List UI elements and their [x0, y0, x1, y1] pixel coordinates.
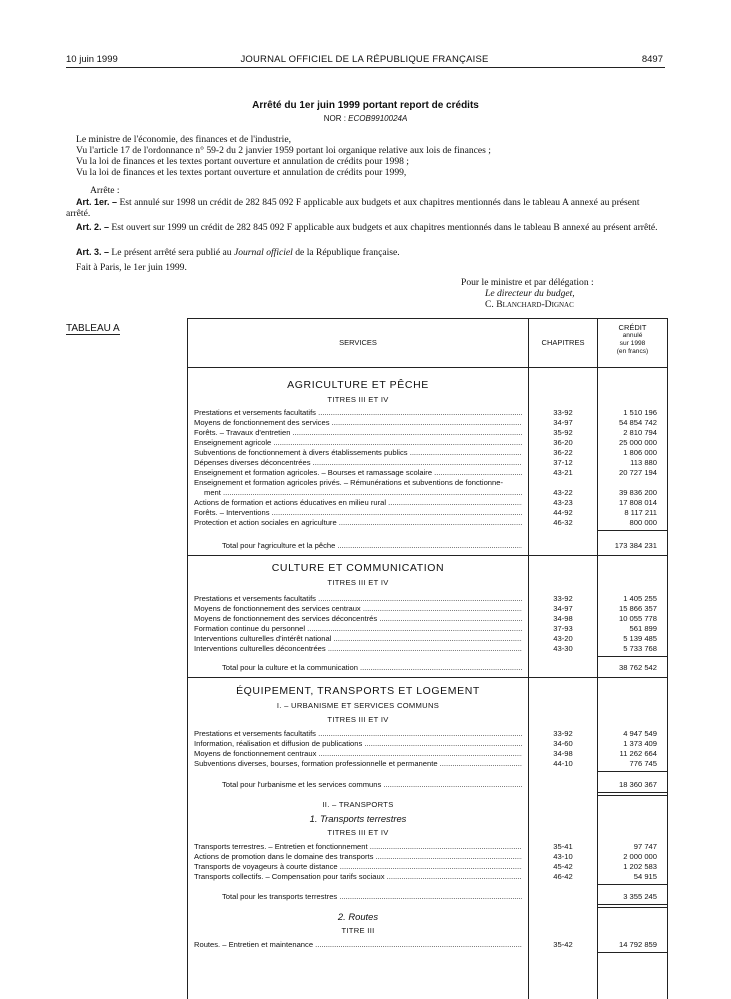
table-row [188, 634, 667, 644]
row-label-continued: ment ..... [204, 488, 522, 498]
row-amount: 5 139 485 [623, 634, 657, 643]
table-row [188, 624, 667, 634]
row-label: Moyens de fonctionnement centraux ..... [194, 749, 522, 759]
subtotal-double-rule [598, 792, 667, 796]
table-row [188, 842, 667, 852]
row-amount: 17 808 014 [618, 498, 657, 507]
row-chapter: 43-22 [553, 488, 573, 497]
row-amount: 4 947 549 [623, 729, 657, 738]
header-journal-title: JOURNAL OFFICIEL DE LA RÉPUBLIQUE FRANÇAISE [240, 54, 489, 65]
section-title: ÉQUIPEMENT, TRANSPORTS ET LOGEMENT [236, 685, 480, 697]
table-a [187, 318, 668, 999]
table-row [188, 498, 667, 508]
row-label: Protection et action sociales en agriculture ..... [194, 518, 522, 528]
total-label: Total pour les transports terrestres ..... [222, 892, 522, 902]
row-chapter: 33-92 [553, 729, 573, 738]
section-titres: TITRES III ET IV [327, 578, 389, 587]
section-titres: TITRES III ET IV [327, 715, 389, 724]
table-row [188, 862, 667, 872]
section-subtitle-italic: 2. Routes [337, 911, 379, 922]
preamble-line: Vu la loi de finances et les textes portant ouverture et annulation de crédits pour 1998 ; [76, 156, 409, 167]
article-3-text-b: de la République française. [295, 247, 400, 258]
row-amount: 39 836 200 [618, 488, 657, 497]
article-3-journal-name: Journal officiel [233, 247, 293, 258]
row-amount: 1 405 255 [623, 594, 657, 603]
row-chapter: 37-12 [553, 458, 573, 467]
row-amount: 8 117 211 [624, 508, 657, 517]
table-row [188, 604, 667, 614]
article-3 [66, 247, 666, 258]
subtotal-rule [597, 771, 667, 772]
article-1-label: Art. 1er. – [76, 197, 118, 207]
row-chapter: 44-92 [553, 508, 573, 517]
row-chapter: 44-10 [553, 759, 573, 768]
row-amount: 10 055 778 [618, 614, 657, 623]
row-label: Moyens de fonctionnement des services centraux ..... [194, 604, 522, 614]
row-chapter: 46-32 [553, 518, 573, 527]
row-label: Forêts. – Interventions ..... [194, 508, 522, 518]
row-label: Moyens de fonctionnement des services ..... [194, 418, 522, 428]
article-2 [66, 222, 666, 233]
article-1-text: Est annulé sur 1998 un crédit de 282 845 092 F applicable aux budgets et aux chapitres mentionnés dans le tableau A annexé au présent arrêté. [66, 197, 640, 219]
row-label: Enseignement et formation agricoles privés. – Rémunérations et subventions de fonctionne- [194, 478, 503, 487]
table-row [188, 749, 667, 759]
table-row [188, 488, 667, 498]
preamble [66, 134, 666, 178]
nor-code: ECOB9910024A [348, 114, 408, 123]
row-amount: 1 806 000 [623, 448, 657, 457]
table-row [188, 594, 667, 604]
row-chapter: 43-23 [553, 498, 573, 507]
section-rule [188, 555, 667, 556]
header-page-number: 8497 [641, 54, 663, 65]
row-chapter: 43-10 [553, 852, 573, 861]
signature-line-2: Le directeur du budget, [485, 288, 575, 299]
section-subtitle: I. – URBANISME ET SERVICES COMMUNS [276, 701, 440, 710]
section-rule [188, 677, 667, 678]
article-2-label: Art. 2. – [76, 222, 110, 232]
page-header [66, 54, 663, 68]
row-chapter: 43-20 [553, 634, 573, 643]
col-credit-line: CRÉDIT [618, 323, 647, 332]
signature-date: Fait à Paris, le 1er juin 1999. [76, 262, 187, 273]
section-subtitle: II. – TRANSPORTS [322, 800, 394, 809]
row-amount: 561 899 [629, 624, 657, 633]
row-chapter: 35-92 [553, 428, 573, 437]
article-1 [66, 197, 666, 219]
row-chapter: 33-92 [553, 594, 573, 603]
col-credit-line: (en francs) [616, 348, 649, 355]
row-chapter: 34-98 [553, 614, 573, 623]
row-chapter: 36-20 [553, 438, 573, 447]
row-amount: 776 745 [629, 759, 657, 768]
row-label: Forêts. – Travaux d'entretien ..... [194, 428, 522, 438]
preamble-line: Vu l'article 17 de l'ordonnance n° 59-2 du 2 janvier 1959 portant loi organique relative aux lois de finances ; [76, 145, 491, 156]
row-amount: 97 747 [633, 842, 657, 851]
row-amount: 54 854 742 [618, 418, 657, 427]
row-amount: 5 733 768 [623, 644, 657, 653]
row-amount: 15 866 357 [618, 604, 657, 613]
row-chapter: 35-42 [553, 940, 573, 949]
total-amount: 18 360 367 [618, 780, 657, 789]
table-row [188, 508, 667, 518]
total-amount: 38 762 542 [618, 663, 657, 672]
row-label: Transports collectifs. – Compensation pour tarifs sociaux ..... [194, 872, 522, 882]
table-row [188, 872, 667, 882]
row-chapter: 33-92 [553, 408, 573, 417]
total-label: Total pour l'urbanisme et les services communs ..... [222, 780, 522, 790]
total-row [188, 663, 667, 673]
header-rule [66, 67, 665, 68]
arrete-line: Arrête : [90, 185, 120, 196]
row-label: Transports terrestres. – Entretien et fonctionnement ..... [194, 842, 522, 852]
row-label: Prestations et versements facultatifs ..... [194, 594, 522, 604]
preamble-line: Le ministre de l'économie, des finances et de l'industrie, [76, 134, 291, 145]
row-amount: 2 810 794 [623, 428, 657, 437]
col-credit-header [598, 324, 667, 356]
subtotal-rule [597, 884, 667, 885]
row-label: Interventions culturelles déconcentrées ..... [194, 644, 522, 654]
row-chapter: 34-97 [553, 418, 573, 427]
article-3-label: Art. 3. – [76, 247, 110, 257]
row-amount: 11 262 664 [619, 749, 657, 758]
decree-title: Arrêté du 1er juin 1999 portant report de crédits [252, 100, 479, 111]
table-row [188, 614, 667, 624]
total-row [188, 892, 667, 902]
table-row [188, 518, 667, 528]
header-date: 10 juin 1999 [66, 54, 118, 65]
row-amount: 14 792 859 [618, 940, 657, 949]
section-titres: TITRES III ET IV [327, 828, 389, 837]
total-amount: 3 355 245 [623, 892, 657, 901]
row-chapter: 43-30 [553, 644, 573, 653]
total-label: Total pour l'agriculture et la pêche ..... [222, 541, 522, 551]
nor-reference [0, 114, 731, 123]
row-amount: 800 000 [629, 518, 657, 527]
row-chapter: 35-41 [553, 842, 573, 851]
table-row [188, 438, 667, 448]
table-row [188, 644, 667, 654]
row-label: Moyens de fonctionnement des services déconcentrés ..... [194, 614, 522, 624]
total-row [188, 541, 667, 551]
col-credit-line: sur 1998 [619, 340, 646, 347]
signature-line-1: Pour le ministre et par délégation : [461, 277, 594, 288]
row-amount: 1 373 409 [623, 739, 657, 748]
preamble-line: Vu la loi de finances et les textes portant ouverture et annulation de crédits pour 1999, [76, 167, 407, 178]
section-titres: TITRES III ET IV [327, 395, 389, 404]
subtotal-rule [597, 656, 667, 657]
table-row [188, 940, 667, 950]
row-chapter: 34-60 [553, 739, 573, 748]
signature-name: C. Blanchard-Dignac [485, 299, 574, 310]
row-label: Enseignement agricole ..... [194, 438, 522, 448]
row-amount: 54 915 [633, 872, 657, 881]
row-amount: 20 727 194 [618, 468, 657, 477]
section-titres: TITRE III [341, 926, 375, 935]
row-label: Prestations et versements facultatifs ..... [194, 408, 522, 418]
row-label: Actions de promotion dans le domaine des transports ..... [194, 852, 522, 862]
subtotal-rule [597, 530, 667, 531]
subtotal-double-rule [598, 904, 667, 908]
row-chapter: 36-22 [553, 448, 573, 457]
article-3-text-a: Le présent arrêté sera publié au [111, 247, 232, 258]
table-label [66, 323, 120, 334]
row-label: Information, réalisation et diffusion de publications ..... [194, 739, 522, 749]
col-credit-line: annulé [622, 332, 643, 339]
row-amount: 1 202 583 [623, 862, 657, 871]
row-label: Subventions de fonctionnement à divers établissements publics ..... [194, 448, 522, 458]
row-label: Interventions culturelles d'intérêt national ..... [194, 634, 522, 644]
table-row [188, 408, 667, 418]
article-2-text: Est ouvert sur 1999 un crédit de 282 845 092 F applicable aux budgets et aux chapitres mentionnés dans le tableau B annexé au présent arrêté. [111, 222, 658, 233]
table-row [188, 428, 667, 438]
table-header [188, 319, 667, 368]
total-label: Total pour la culture et la communication ..... [222, 663, 522, 673]
total-row [188, 780, 667, 790]
row-label: Prestations et versements facultatifs ..... [194, 729, 522, 739]
total-amount: 173 384 231 [614, 541, 657, 550]
subtotal-rule [597, 952, 667, 953]
signature-block [461, 277, 661, 310]
row-chapter: 45-42 [553, 862, 573, 871]
table-row [188, 739, 667, 749]
row-chapter: 34-98 [553, 749, 573, 758]
section-title: AGRICULTURE ET PÊCHE [287, 379, 429, 391]
row-label: Actions de formation et actions éducatives en milieu rural ..... [194, 498, 522, 508]
row-label: Enseignement et formation agricoles. – Bourses et ramassage scolaire ..... [194, 468, 522, 478]
row-chapter: 37-93 [553, 624, 573, 633]
nor-label: NOR : [323, 114, 346, 123]
table-row [188, 468, 667, 478]
table-row [188, 852, 667, 862]
row-label: Transports de voyageurs à courte distance ..... [194, 862, 522, 872]
table-label-text: TABLEAU A [66, 323, 120, 334]
table-row [188, 478, 667, 488]
table-row [188, 448, 667, 458]
col-services-header: SERVICES [339, 338, 377, 347]
row-amount: 113 880 [630, 458, 657, 467]
section-title: CULTURE ET COMMUNICATION [271, 562, 445, 574]
row-label: Dépenses diverses déconcentrées ..... [194, 458, 522, 468]
row-amount: 1 510 196 [623, 408, 657, 417]
row-label: Subventions diverses, bourses, formation professionnelle et permanente ..... [194, 759, 522, 769]
row-chapter: 46-42 [553, 872, 573, 881]
section-subtitle-italic: 1. Transports terrestres [309, 813, 407, 824]
row-chapter: 43-21 [553, 468, 573, 477]
table-row [188, 729, 667, 739]
row-label: Formation continue du personnel ..... [194, 624, 522, 634]
row-chapter: 34-97 [553, 604, 573, 613]
row-label: Routes. – Entretien et maintenance ..... [194, 940, 522, 950]
table-row [188, 759, 667, 769]
table-row [188, 458, 667, 468]
col-chapitres-header: CHAPITRES [541, 338, 585, 347]
row-amount: 2 000 000 [623, 852, 657, 861]
row-amount: 25 000 000 [618, 438, 657, 447]
table-row [188, 418, 667, 428]
